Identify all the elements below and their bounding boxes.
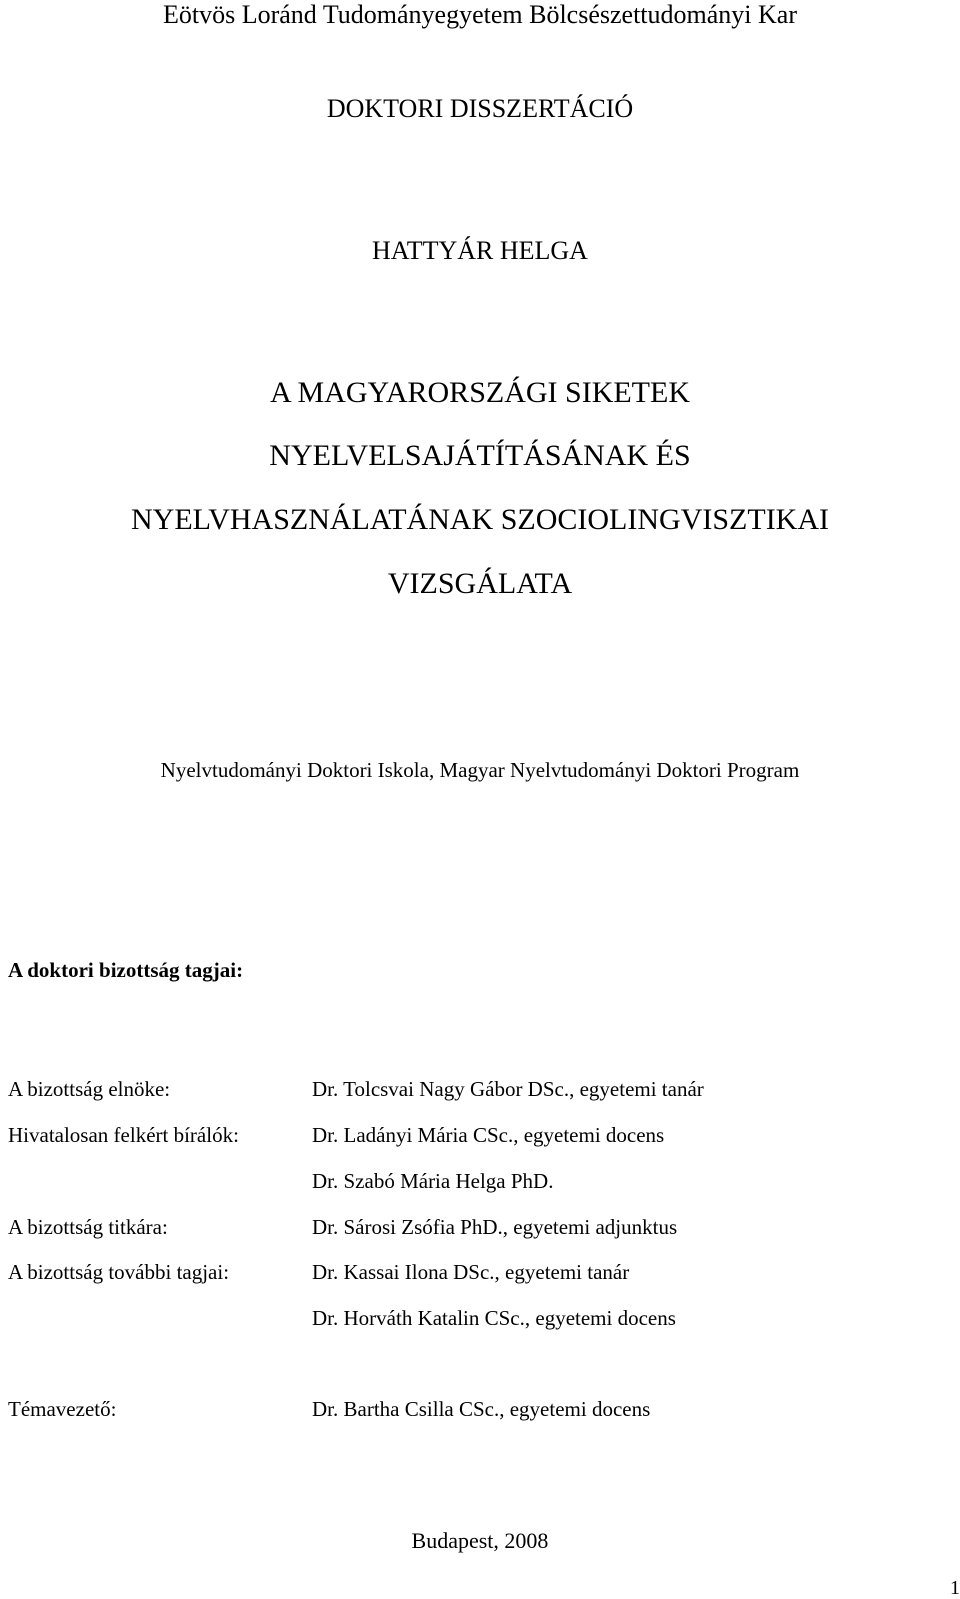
committee-heading: A doktori bizottság tagjai: — [8, 958, 244, 982]
committee-member: Dr. Tolcsvai Nagy Gábor DSc., egyetemi tanár — [312, 1077, 704, 1101]
title-line: NYELVHASZNÁLATÁNAK SZOCIOLINGVISZTIKAI — [131, 503, 829, 536]
supervisor-label: Témavezető: — [8, 1397, 117, 1421]
university-name: Eötvös Loránd Tudományegyetem Bölcsészettudományi Kar — [162, 0, 797, 29]
committee-role-label: Hivatalosan felkért bírálók: — [8, 1123, 239, 1147]
committee-member: Dr. Szabó Mária Helga PhD. — [312, 1169, 554, 1193]
title-line: A MAGYARORSZÁGI SIKETEK — [269, 376, 690, 409]
supervisor-name: Dr. Bartha Csilla CSc., egyetemi docens — [312, 1397, 651, 1421]
title-line: VIZSGÁLATA — [387, 567, 573, 600]
author-name: HATTYÁR HELGA — [372, 236, 588, 265]
committee-member: Dr. Ladányi Mária CSc., egyetemi docens — [312, 1123, 665, 1147]
page-number: 1 — [950, 1577, 960, 1599]
doctoral-school: Nyelvtudományi Doktori Iskola, Magyar Nyelvtudományi Doktori Program — [160, 758, 800, 782]
committee-member: Dr. Horváth Katalin CSc., egyetemi docens — [312, 1306, 676, 1330]
committee-member: Dr. Sárosi Zsófia PhD., egyetemi adjunktus — [312, 1215, 678, 1239]
committee-role-label: A bizottság titkára: — [8, 1215, 168, 1239]
committee-member: Dr. Kassai Ilona DSc., egyetemi tanár — [312, 1260, 630, 1284]
committee-role-label: A bizottság további tagjai: — [8, 1260, 230, 1284]
place-date: Budapest, 2008 — [411, 1528, 549, 1553]
document-type: DOKTORI DISSZERTÁCIÓ — [326, 94, 634, 123]
committee-role-label: A bizottság elnöke: — [8, 1077, 171, 1101]
title-line: NYELVELSAJÁTÍTÁSÁNAK ÉS — [269, 439, 691, 472]
